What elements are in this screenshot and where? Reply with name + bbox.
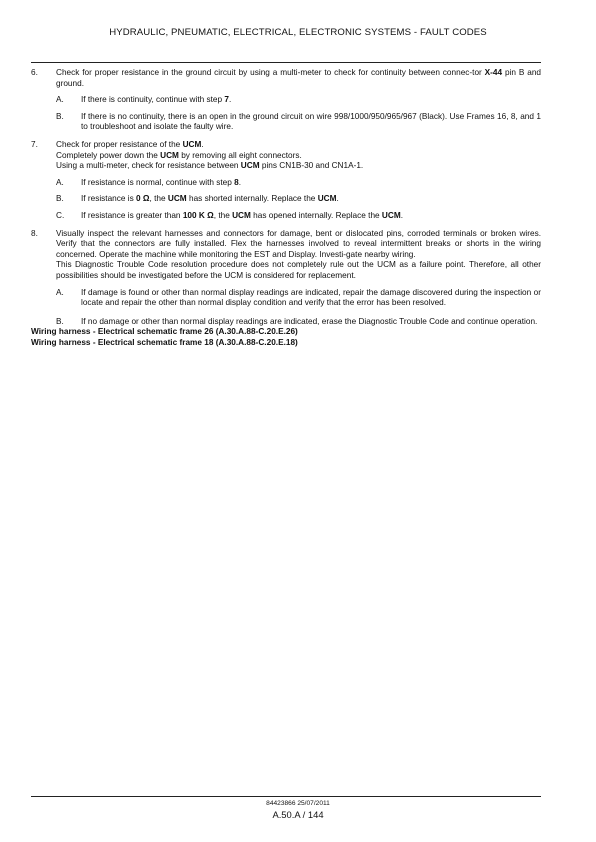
step-7-c: C. If resistance is greater than 100 K Ω, the UCM has opened internally. Replace the UCM. bbox=[56, 210, 404, 220]
step-7-a: A. If resistance is normal, continue with step 8. bbox=[56, 177, 242, 187]
step-number: 7. bbox=[31, 139, 38, 149]
footer-divider bbox=[31, 796, 541, 797]
step-7-b: B. If resistance is 0 Ω, the UCM has shorted internally. Replace the UCM. bbox=[56, 194, 339, 204]
wiring-frame-26-link[interactable]: Wiring harness - Electrical schematic frame 26 (A.30.A.88-C.20.E.26) bbox=[31, 327, 298, 337]
page-header-title: HYDRAULIC, PNEUMATIC, ELECTRICAL, ELECTRONIC SYSTEMS - FAULT CODES bbox=[109, 27, 487, 38]
step-6-b: B. If there is no continuity, there is an open in the ground circuit on wire 998/1000/950/965/967 (Black). Use Frames 16, 8, and 1 to troubleshoot and isolate the faulty wire. bbox=[56, 111, 541, 132]
footer-doc-number: 84423866 25/07/2011 bbox=[266, 800, 330, 807]
step-8: 8. Visually inspect the relevant harnesses and connectors for damage, bent or dislocated pins, corroded terminals or broken wires. Verify that the connectors are fully installed. Flex the harnesses involved to reveal intermittent breaks or shorts in the wiring concerned. Operate the machine while monitoring the EST and Display. Investi-gate nearby wiring. This Diagnostic Trouble Code resolution procedure does not completely rule out the UCM as a failure point. Therefore, all other possibilities should be investigated before the UCM is considered for replacement. A. If damage is found or other than normal display readings are indicated, repair the damage discovered during the inspection or locate and repair the other than normal display condition and verify that the error has been resolved. B. If no damage or other than normal display readings are indicated, erase the Diagnostic Trouble Code and continue operation. bbox=[31, 228, 541, 326]
step-number: 6. bbox=[31, 68, 38, 77]
header-divider bbox=[31, 62, 541, 63]
step-number: 8. bbox=[31, 228, 38, 238]
connector-ref: X-44 bbox=[484, 68, 503, 77]
step-8-b: B. If no damage or other than normal display readings are indicated, erase the Diagnostic Trouble Code and continue operation. bbox=[56, 316, 538, 326]
step-8-a: A. If damage is found or other than normal display readings are indicated, repair the damage discovered during the inspection or locate and repair the other than normal display condition and verify that the error has been resolved. bbox=[56, 287, 541, 308]
wiring-frame-18-link[interactable]: Wiring harness - Electrical schematic frame 18 (A.30.A.88-C.20.E.18) bbox=[31, 337, 298, 347]
step-7: 7. Check for proper resistance of the UCM. Completely power down the UCM by removing all eight connectors. Using a multi-meter, check for resistance between UCM pins CN1B-30 and CN1A-1. A. If resistance is normal, continue with step 8. B. If resistance is 0 Ω, the UCM has shorted internally. Replace the UCM. C. If resistance is greater than 100 K Ω, the UCM has opened internally. Replace the UCM. bbox=[31, 140, 541, 222]
step-6-a: A. If there is continuity, continue with step 7. bbox=[56, 95, 232, 105]
footer-page-number: A.50.A / 144 bbox=[272, 809, 324, 820]
step-6: 6. Check for proper resistance in the ground circuit by using a multi-meter to check for continuity between connec-tor X-44 pin B and ground. A. If there is continuity, continue with step 7. B. If there is no continuity, there is an open in the ground circuit on wire 998/1000/950/965/967 (Black). Use Frames 16, 8, and 1 to troubleshoot and isolate the faulty wire. bbox=[31, 68, 542, 132]
document-body bbox=[31, 68, 541, 348]
